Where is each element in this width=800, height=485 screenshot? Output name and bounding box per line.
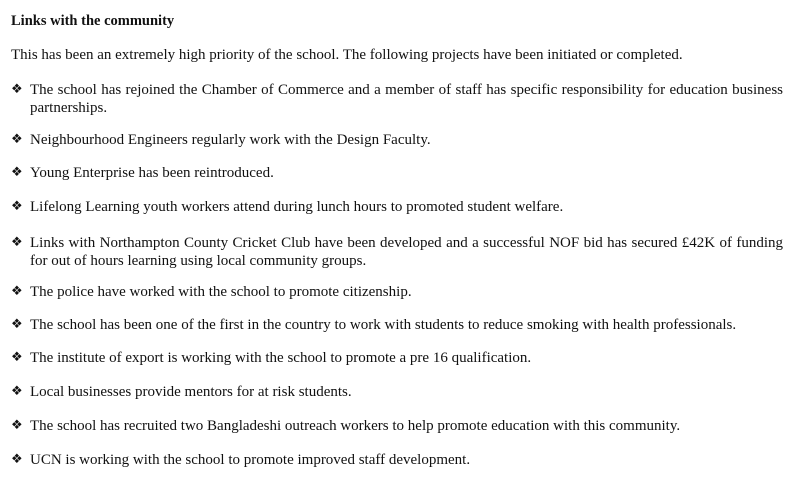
- list-item: [11, 81, 783, 117]
- four-diamond-bullet-icon: ❖: [11, 235, 23, 250]
- four-diamond-bullet-icon: ❖: [11, 350, 23, 365]
- list-item-text: The school has rejoined the Chamber of Commerce and a member of staff has specific responsibility for education business partnerships.: [30, 82, 783, 116]
- list-item-text: Links with Northampton County Cricket Club have been developed and a successful NOF bid has secured £42K of funding for out of hours learning using local community groups.: [30, 235, 783, 269]
- four-diamond-bullet-icon: ❖: [11, 82, 23, 97]
- list-item: [11, 349, 783, 367]
- list-item-text: The police have worked with the school to promote citizenship.: [30, 284, 412, 300]
- four-diamond-bullet-icon: ❖: [11, 452, 23, 467]
- list-item-text: UCN is working with the school to promote improved staff development.: [30, 452, 471, 468]
- list-item: [11, 164, 783, 182]
- list-item-text: Neighbourhood Engineers regularly work with the Design Faculty.: [30, 132, 431, 148]
- list-item-text: Local businesses provide mentors for at risk students.: [30, 384, 352, 400]
- four-diamond-bullet-icon: ❖: [11, 418, 23, 433]
- four-diamond-bullet-icon: ❖: [11, 165, 23, 180]
- list-item: [11, 131, 783, 149]
- four-diamond-bullet-icon: ❖: [11, 199, 23, 214]
- list-item: [11, 234, 783, 270]
- four-diamond-bullet-icon: ❖: [11, 284, 23, 299]
- list-item-text: The school has been one of the first in the country to work with students to reduce smoking with health professionals.: [30, 317, 737, 333]
- list-item: [11, 451, 783, 469]
- list-item: [11, 283, 783, 301]
- list-item-text: Lifelong Learning youth workers attend during lunch hours to promoted student welfare.: [30, 199, 564, 215]
- list-item: [11, 316, 783, 334]
- list-item: [11, 383, 783, 401]
- four-diamond-bullet-icon: ❖: [11, 317, 23, 332]
- list-item-text: The institute of export is working with the school to promote a pre 16 qualification.: [30, 350, 532, 366]
- list-item-text: The school has recruited two Bangladeshi outreach workers to help promote education with this community.: [30, 418, 681, 434]
- list-item: [11, 417, 783, 435]
- list-item-text: Young Enterprise has been reintroduced.: [30, 165, 274, 181]
- intro-paragraph: This has been an extremely high priority of the school. The following projects have been initiated or completed.: [11, 47, 683, 63]
- four-diamond-bullet-icon: ❖: [11, 132, 23, 147]
- section-heading: Links with the community: [11, 13, 175, 29]
- four-diamond-bullet-icon: ❖: [11, 384, 23, 399]
- list-item: [11, 198, 783, 216]
